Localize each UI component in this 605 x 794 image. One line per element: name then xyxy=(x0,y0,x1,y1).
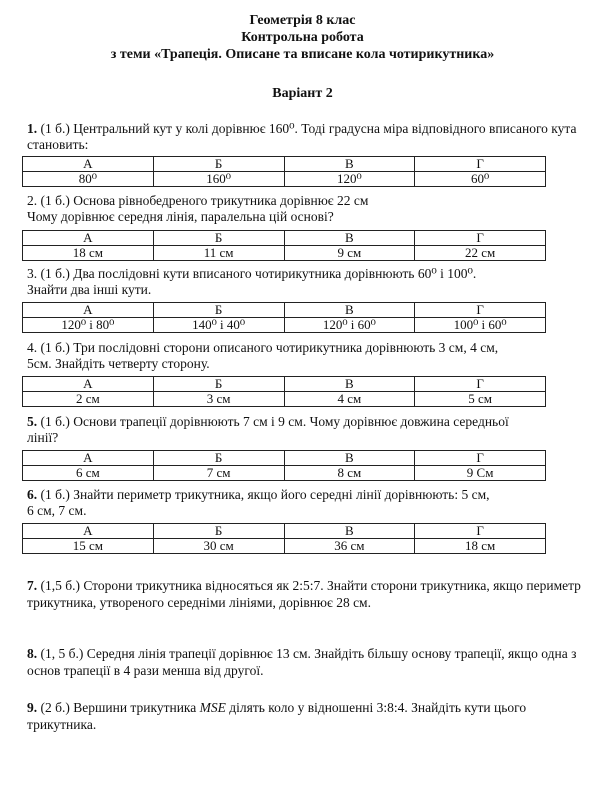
table-row xyxy=(23,172,546,187)
option-letter: Б xyxy=(153,524,284,539)
question-text: ділять коло у відношенні 3:8:4. Знайдіть кути цього трикутника. xyxy=(27,700,527,732)
option-value: 18 см xyxy=(415,539,546,554)
answer-table-2 xyxy=(22,230,546,261)
option-letter: Б xyxy=(153,303,284,318)
option-value: 120⁰ і 80⁰ xyxy=(23,318,154,333)
header-variant: Варіант 2 xyxy=(272,86,333,101)
question-number: 8. xyxy=(27,646,38,661)
question-text: (1, 5 б.) Середня лінія трапеції дорівнює 13 см. Знайдіть більшу основу трапеції, якщо одна з основ трапеції в 4 рази менша від другої. xyxy=(27,646,577,678)
question-text: (1 б.) Три послідовні сторони описаного чотирикутника дорівнюють 3 см, 4 см, 5см. Знайдіть четверту сторону. xyxy=(27,340,499,371)
table-row xyxy=(23,466,546,481)
question-text: (2 б.) Вершини трикутника xyxy=(37,700,200,715)
question-5 xyxy=(27,414,587,446)
answer-table-6 xyxy=(22,523,546,554)
question-text: (1 б.) Основи трапеції дорівнюють 7 см і 9 см. Чому дорівнює довжина середньої лінії? xyxy=(27,414,509,445)
table-row xyxy=(23,539,546,554)
option-value: 80⁰ xyxy=(23,172,154,187)
option-letter: А xyxy=(23,157,154,172)
question-number: 2. xyxy=(27,193,38,208)
question-text: (1 б.) Основа рівнобедреного трикутника дорівнює 22 см Чому дорівнює середня лінія, паралельна цій основі? xyxy=(27,193,369,224)
option-letter: А xyxy=(23,303,154,318)
answer-table-1 xyxy=(22,156,546,187)
question-number: 5. xyxy=(27,414,38,429)
option-value: 5 см xyxy=(415,392,546,407)
option-letter: Г xyxy=(415,157,546,172)
option-letter: Б xyxy=(153,377,284,392)
option-value: 100⁰ і 60⁰ xyxy=(415,318,546,333)
option-value: 9 См xyxy=(415,466,546,481)
option-value: 8 см xyxy=(284,466,415,481)
table-row xyxy=(23,318,546,333)
option-value: 9 см xyxy=(284,246,415,261)
option-letter: А xyxy=(23,377,154,392)
option-letter: Б xyxy=(153,231,284,246)
table-row xyxy=(23,451,546,466)
table-row xyxy=(23,392,546,407)
question-text: (1,5 б.) Сторони трикутника відносяться як 2:5:7. Знайти сторони трикутника, якщо периметр трикутника, утвореного середніми лініями, дорівнює 28 см. xyxy=(27,578,581,610)
question-4 xyxy=(27,340,587,372)
header-title: Контрольна робота xyxy=(241,30,364,45)
option-value: 6 см xyxy=(23,466,154,481)
question-number: 1. xyxy=(27,121,38,136)
question-text: (1 б.) Два послідовні кути вписаного чотирикутника дорівнюють 60⁰ і 100⁰. Знайти два інші кути. xyxy=(27,266,477,297)
option-letter: В xyxy=(284,303,415,318)
option-letter: В xyxy=(284,157,415,172)
option-value: 60⁰ xyxy=(415,172,546,187)
option-value: 7 см xyxy=(153,466,284,481)
option-letter: А xyxy=(23,451,154,466)
option-value: 18 см xyxy=(23,246,154,261)
option-letter: В xyxy=(284,451,415,466)
option-letter: А xyxy=(23,231,154,246)
answer-table-3 xyxy=(22,302,546,333)
table-row xyxy=(23,524,546,539)
header-grade: Геометрія 8 клас xyxy=(249,13,356,28)
question-1 xyxy=(27,121,587,153)
option-value: 4 см xyxy=(284,392,415,407)
question-text: (1 б.) Центральний кут у колі дорівнює 160⁰. Тоді градусна міра відповідного вписаного кута становить: xyxy=(27,121,577,152)
option-value: 36 см xyxy=(284,539,415,554)
option-letter: Г xyxy=(415,377,546,392)
question-number: 3. xyxy=(27,266,38,281)
option-value: 22 см xyxy=(415,246,546,261)
option-value: 11 см xyxy=(153,246,284,261)
option-value: 120⁰ і 60⁰ xyxy=(284,318,415,333)
option-value: 15 см xyxy=(23,539,154,554)
option-letter: Б xyxy=(153,157,284,172)
table-row xyxy=(23,157,546,172)
option-value: 30 см xyxy=(153,539,284,554)
question-2 xyxy=(27,193,587,225)
option-letter: А xyxy=(23,524,154,539)
option-value: 160⁰ xyxy=(153,172,284,187)
question-number: 9. xyxy=(27,700,38,715)
table-row xyxy=(23,231,546,246)
option-letter: Г xyxy=(415,231,546,246)
option-letter: Б xyxy=(153,451,284,466)
option-value: 3 см xyxy=(153,392,284,407)
option-value: 140⁰ і 40⁰ xyxy=(153,318,284,333)
question-7 xyxy=(27,577,587,611)
triangle-name: MSE xyxy=(199,700,226,715)
answer-table-4 xyxy=(22,376,546,407)
question-number: 6. xyxy=(27,487,38,502)
table-row xyxy=(23,377,546,392)
question-number: 4. xyxy=(27,340,38,355)
option-letter: Г xyxy=(415,303,546,318)
option-value: 2 см xyxy=(23,392,154,407)
option-letter: В xyxy=(284,524,415,539)
option-value: 120⁰ xyxy=(284,172,415,187)
option-letter: В xyxy=(284,377,415,392)
header-topic: з теми «Трапеція. Описане та вписане кола чотирикутника» xyxy=(110,47,495,62)
option-letter: В xyxy=(284,231,415,246)
question-number: 7. xyxy=(27,578,38,593)
question-3 xyxy=(27,266,587,298)
option-letter: Г xyxy=(415,524,546,539)
question-text: (1 б.) Знайти периметр трикутника, якщо його середні лінії дорівнюють: 5 см, 6 см, 7 см. xyxy=(27,487,490,518)
question-6 xyxy=(27,487,587,519)
option-letter: Г xyxy=(415,451,546,466)
answer-table-5 xyxy=(22,450,546,481)
table-row xyxy=(23,246,546,261)
question-8 xyxy=(27,645,587,679)
question-9 xyxy=(27,699,587,733)
table-row xyxy=(23,303,546,318)
